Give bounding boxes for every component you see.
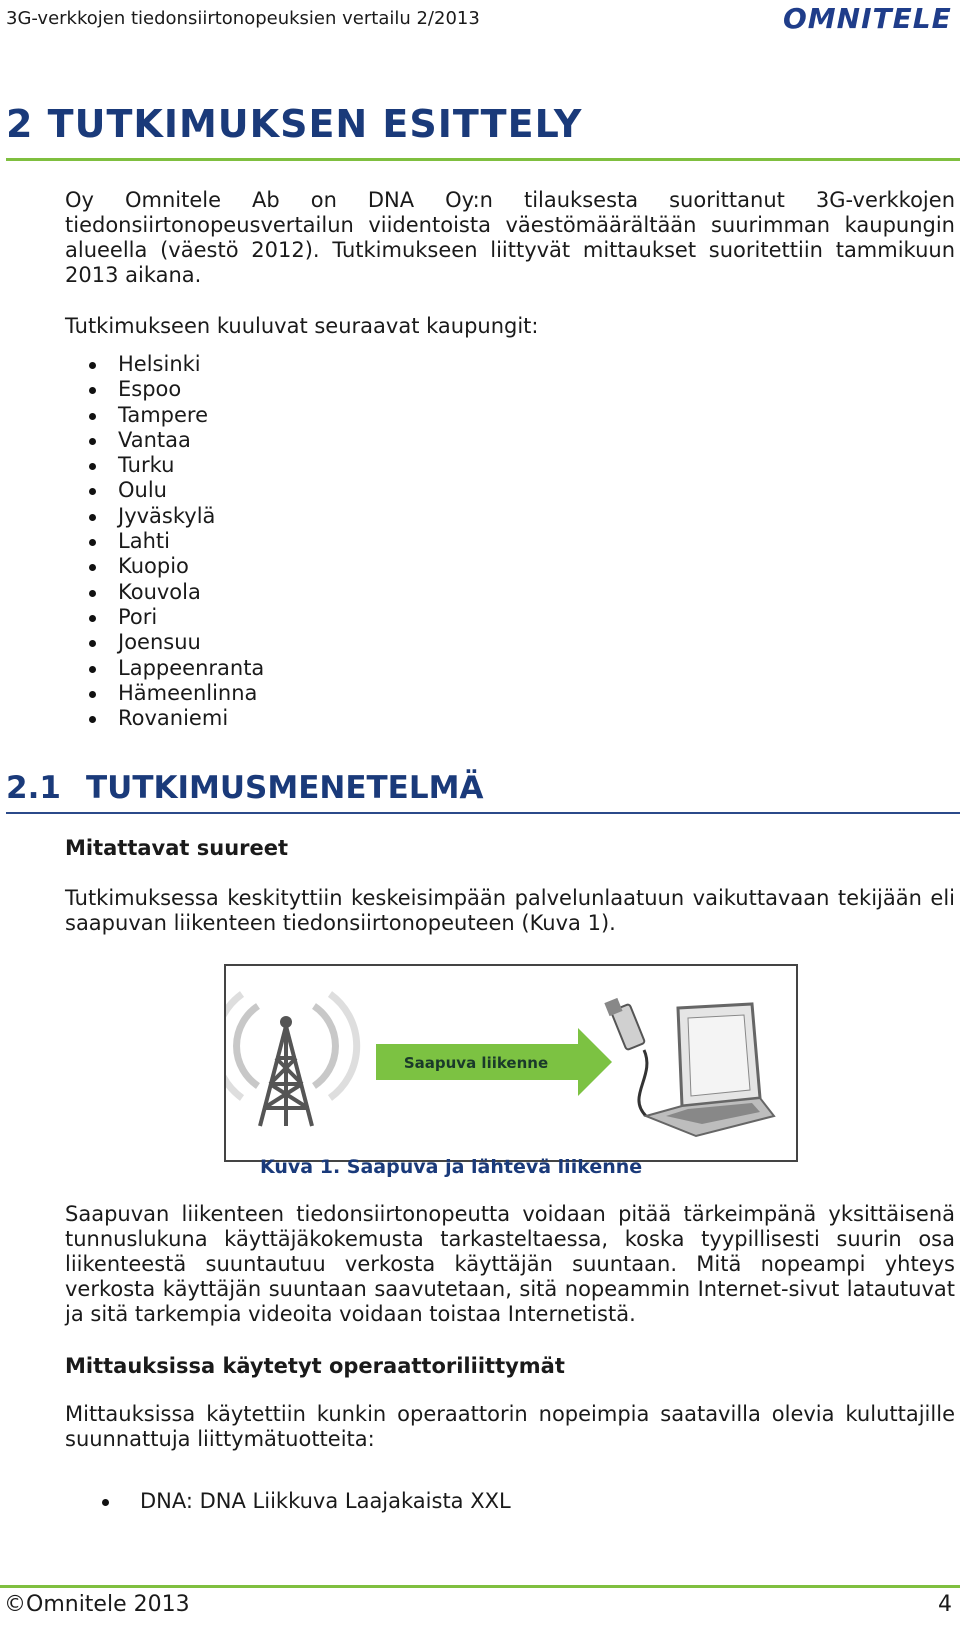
list-item: Pori: [88, 605, 264, 630]
body-paragraph: Saapuvan liikenteen tiedonsiirtonopeutta voidaan pitää tärkeimpänä yksittäisenä tunnuslukuna käyttäjäkokemusta tarkasteltaessa, koska tyypillisesti suurin osa liikenteestä suuntautuu verkosta käyttäjän suuntaan. Mitä nopeampi yhteys verkosta käyttäjän suuntaan saavutetaan, sitä nopeammin Internet-sivut latautuvat ja sitä tarkempia videoita voidaan toistaa Internetistä.: [65, 1202, 955, 1326]
section-heading: 2 TUTKIMUKSEN ESITTELY: [6, 102, 583, 146]
list-item: Kuopio: [88, 554, 264, 579]
omnitele-logo: OMNITELE: [783, 2, 952, 35]
footer-divider: [0, 1585, 960, 1588]
measures-title: Mitattavat suureet: [65, 836, 289, 860]
list-item: Oulu: [88, 478, 264, 503]
subsection-heading: [6, 770, 483, 806]
figure-illustration: [226, 966, 796, 1160]
operators-title: Mittauksissa käytetyt operaattoriliittymät: [65, 1354, 565, 1378]
antenna-top-icon: [280, 1016, 292, 1028]
operators-paragraph: Mittauksissa käytettiin kunkin operaattorin nopeimpia saatavilla olevia kuluttajille suunnattuja liittymätuotteita:: [65, 1402, 955, 1451]
cities-lead: Tutkimukseen kuuluvat seuraavat kaupungit:: [65, 314, 539, 338]
figure-caption: Kuva 1. Saapuva ja lähtevä liikenne: [260, 1156, 643, 1178]
antenna-tower-icon: [260, 1026, 312, 1126]
list-item: Lappeenranta: [88, 656, 264, 681]
figure-incoming-traffic: [224, 964, 798, 1162]
heading-divider: [6, 158, 960, 161]
list-item: Hämeenlinna: [88, 681, 264, 706]
list-item: Lahti: [88, 529, 264, 554]
list-item: Kouvola: [88, 580, 264, 605]
list-item: Rovaniemi: [88, 706, 264, 731]
cities-list: [88, 352, 264, 731]
document-title: 3G-verkkojen tiedonsiirtonopeuksien vertailu 2/2013: [6, 8, 480, 29]
laptop-icon: [646, 1004, 774, 1136]
usb-modem-icon: [604, 998, 645, 1050]
list-item: DNA: DNA Liikkuva Laajakaista XXL: [100, 1489, 511, 1514]
list-item: Helsinki: [88, 352, 264, 377]
list-item: Espoo: [88, 377, 264, 402]
subsection-title: TUTKIMUSMENETELMÄ: [86, 770, 484, 806]
list-item: Turku: [88, 453, 264, 478]
page-number: 4: [938, 1592, 952, 1617]
list-item: Joensuu: [88, 630, 264, 655]
list-item: Tampere: [88, 403, 264, 428]
footer-copyright: ©Omnitele 2013: [4, 1592, 190, 1617]
list-item: Jyväskylä: [88, 504, 264, 529]
arrow-label: Saapuva liikenne: [403, 1054, 549, 1072]
intro-paragraph: Oy Omnitele Ab on DNA Oy:n tilauksesta suorittanut 3G-verkkojen tiedonsiirtonopeusvertailun viidentoista väestömäärältään suurimman kaupungin alueella (väestö 2012). Tutkimukseen liittyvät mittaukset suoritettiin tammikuun 2013 aikana.: [65, 188, 955, 287]
list-item: Vantaa: [88, 428, 264, 453]
operators-list: [100, 1489, 511, 1514]
measures-paragraph: Tutkimuksessa keskityttiin keskeisimpään palvelunlaatuun vaikuttavaan tekijään eli saapuvan liikenteen tiedonsiirtonopeuteen (Kuva 1).: [65, 886, 955, 935]
cable-icon: [639, 1050, 647, 1116]
subsection-divider: [6, 812, 960, 814]
subsection-number: 2.1: [6, 770, 61, 806]
